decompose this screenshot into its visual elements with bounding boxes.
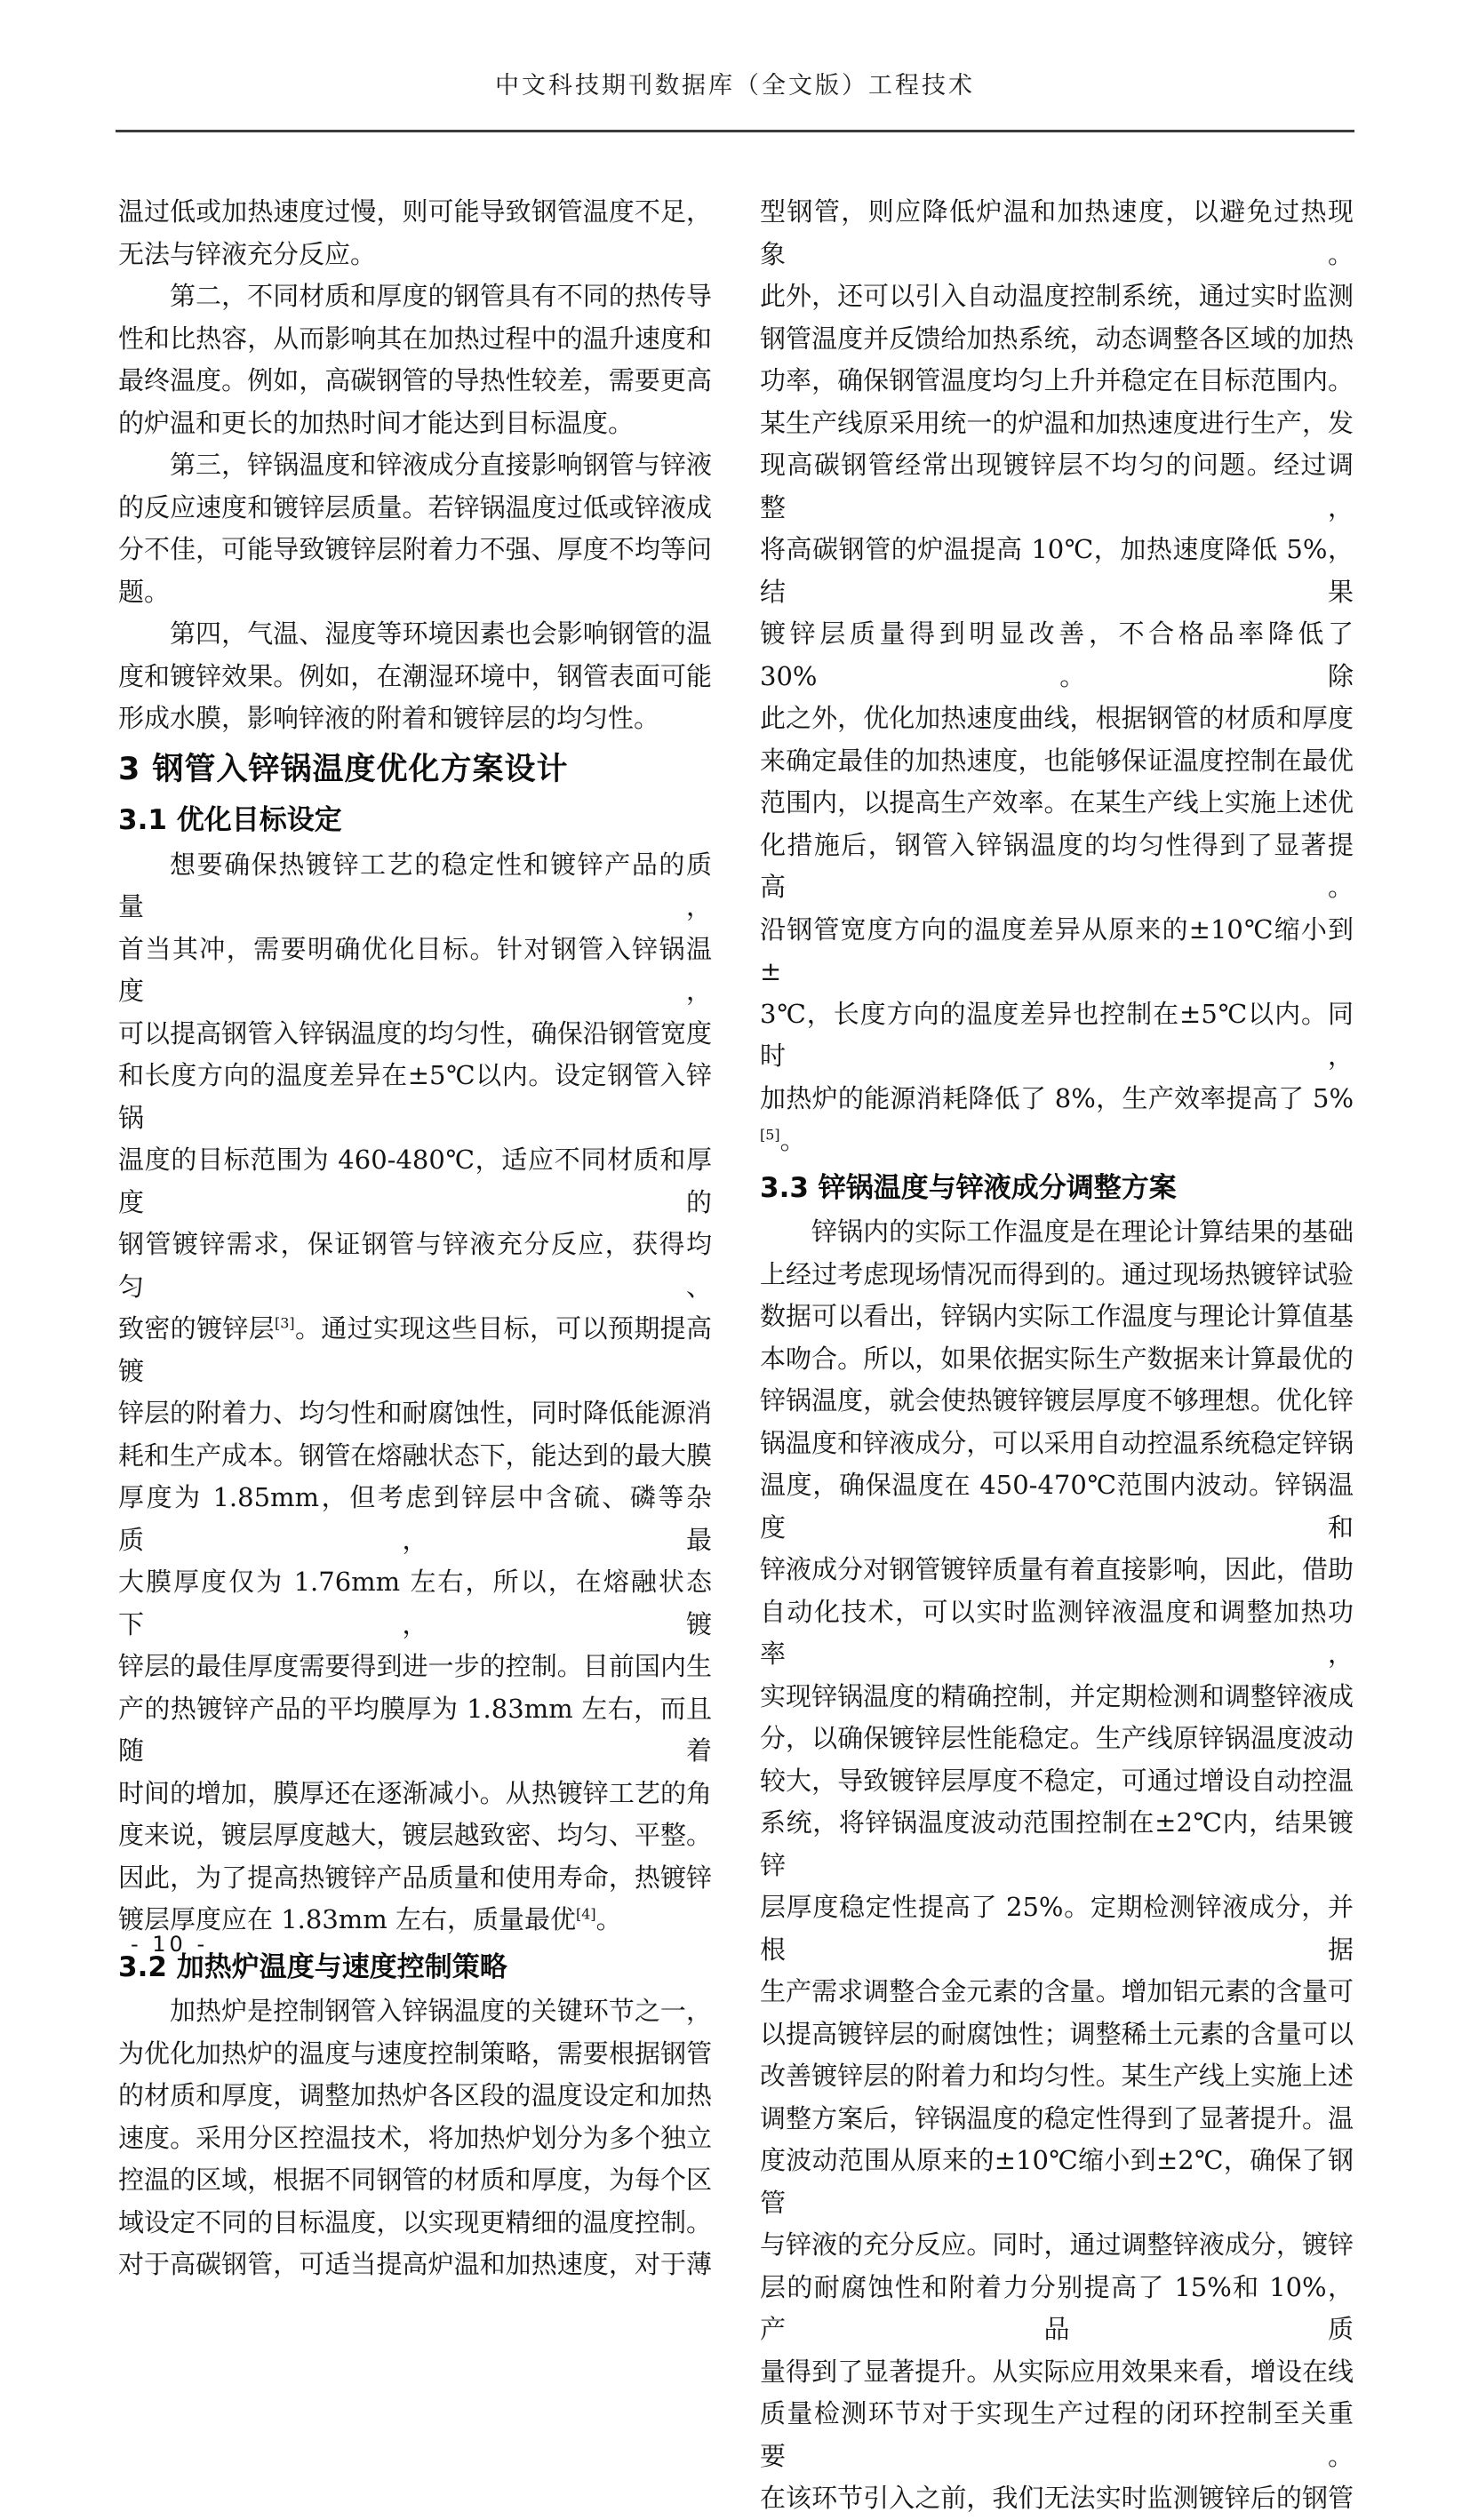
text-line: 钢管温度并反馈给加热系统，动态调整各区域的加热: [760, 323, 1354, 354]
text-line: 上经过考虑现场情况而得到的。通过现场热镀锌试验: [760, 1258, 1354, 1289]
text-line: 沿钢管宽度方向的温度差异从原来的±10℃缩小到±: [760, 913, 1354, 986]
section-heading: 3.3 锌锅温度与锌液成分调整方案: [760, 1171, 1177, 1204]
text-line: 耗和生产成本。钢管在熔融状态下，能达到的最大膜: [118, 1439, 712, 1471]
text-line: 第三，锌锅温度和锌液成分直接影响钢管与锌液: [170, 450, 712, 480]
text-line: 镀锌层质量得到明显改善，不合格品率降低了 30%。除: [760, 618, 1354, 691]
text-line: 温度，确保温度在 450-470℃范围内波动。锌锅温度和: [760, 1470, 1354, 1543]
text-line: 最终温度。例如，高碳钢管的导热性较差，需要更高: [118, 365, 712, 395]
text-line: 致密的镀锌层[3]。通过实现这些目标，可以预期提高镀: [118, 1313, 712, 1386]
text-line: 度波动范围从原来的±10℃缩小到±2℃，确保了钢管: [760, 2145, 1354, 2218]
text-line: 产的热镀锌产品的平均膜厚为 1.83mm 左右，而且随着: [118, 1693, 712, 1766]
text-line: 此外，还可以引入自动温度控制系统，通过实时监测: [760, 281, 1354, 311]
text-line: 题。: [118, 576, 171, 607]
text-line: 锌层的附着力、均匀性和耐腐蚀性，同时降低能源消: [118, 1398, 712, 1428]
text-line: 自动化技术，可以实时监测锌液温度和调整加热功率，: [760, 1596, 1354, 1669]
text-line: 时间的增加，膜厚还在逐渐减小。从热镀锌工艺的角: [118, 1777, 712, 1808]
text-line: 控温的区域，根据不同钢管的材质和厚度，为每个区: [118, 2165, 712, 2195]
text-line: 和长度方向的温度差异在±5℃以内。设定钢管入锌锅: [118, 1060, 712, 1133]
text-line: 厚度为 1.85mm，但考虑到锌层中含硫、磷等杂质，最: [118, 1482, 712, 1555]
page-header: [0, 66, 1470, 100]
text-line: 形成水膜，影响锌液的附着和镀锌层的均匀性。: [118, 703, 660, 733]
text-line: 生产需求调整合金元素的含量。增加铝元素的含量可: [760, 1976, 1354, 2006]
journal-header-title: 中文科技期刊数据库（全文版）工程技术: [495, 72, 975, 100]
text-line: 想要确保热镀锌工艺的稳定性和镀锌产品的质量，: [118, 849, 712, 921]
text-line: 层的耐腐蚀性和附着力分别提高了 15%和 10%，产品质: [760, 2271, 1354, 2344]
text-line: 性和比热容，从而影响其在加热过程中的温升速度和: [118, 323, 712, 354]
left-column: [118, 191, 712, 2286]
text-line: 分不佳，可能导致镀锌层附着力不强、厚度不均等问: [118, 534, 712, 564]
section-heading: 3.2 加热炉温度与速度控制策略: [118, 1950, 507, 1983]
text-line: 分，以确保镀锌层性能稳定。生产线原锌锅温度波动: [760, 1723, 1354, 1753]
text-line: 数据可以看出，锌锅内实际工作温度与理论计算值基: [760, 1301, 1354, 1331]
text-line: 改善镀锌层的附着力和均匀性。某生产线上实施上述: [760, 2061, 1354, 2091]
text-line: 第四，气温、湿度等环境因素也会影响钢管的温: [170, 618, 712, 649]
text-line: 现高碳钢管经常出现镀锌层不均匀的问题。经过调整，: [760, 450, 1354, 522]
text-line: 量得到了显著提升。从实际应用效果来看，增设在线: [760, 2356, 1354, 2387]
text-line: 锌锅温度，就会使热镀锌镀层厚度不够理想。优化锌: [760, 1385, 1354, 1416]
text-line: 实现锌锅温度的精确控制，并定期检测和调整锌液成: [760, 1680, 1354, 1711]
section-heading: 3.1 优化目标设定: [118, 804, 342, 836]
text-line: 加热炉是控制钢管入锌锅温度的关键环节之一，: [170, 1996, 712, 2026]
text-line: 在该环节引入之前，我们无法实时监测镀锌后的钢管: [760, 2483, 1354, 2513]
text-line: 第二，不同材质和厚度的钢管具有不同的热传导: [170, 281, 712, 311]
citation-marker: [4]: [576, 1905, 596, 1923]
right-column: [760, 191, 1354, 2520]
text-line: 钢管镀锌需求，保证钢管与锌液充分反应，获得均匀、: [118, 1229, 712, 1302]
text-line: 锅温度和锌液成分，可以采用自动控温系统稳定锌锅: [760, 1427, 1354, 1458]
text-line: 大膜厚度仅为 1.76mm 左右，所以，在熔融状态下，镀: [118, 1567, 712, 1639]
text-line: 的反应速度和镀锌层质量。若锌锅温度过低或锌液成: [118, 491, 712, 522]
text-line: 3℃，长度方向的温度差异也控制在±5℃以内。同时，: [760, 998, 1354, 1071]
page-number: - 10 -: [131, 1932, 209, 1957]
text-line: 加热炉的能源消耗降低了 8%，生产效率提高了 5%[5]。: [760, 1082, 1354, 1155]
citation-marker: [5]: [760, 1126, 780, 1144]
text-line: 功率，确保钢管温度均匀上升并稳定在目标范围内。: [760, 365, 1354, 395]
text-line: 温度的目标范围为 460-480℃，适应不同材质和厚度的: [118, 1144, 712, 1217]
text-line: 的炉温和更长的加热时间才能达到目标温度。: [118, 407, 635, 438]
text-line: 度和镀锌效果。例如，在潮湿环境中，钢管表面可能: [118, 660, 712, 691]
text-line: 锌液成分对钢管镀锌质量有着直接影响，因此，借助: [760, 1554, 1354, 1584]
text-line: 锌层的最佳厚度需要得到进一步的控制。目前国内生: [118, 1651, 712, 1681]
text-line: 可以提高钢管入锌锅温度的均匀性，确保沿钢管宽度: [118, 1017, 712, 1049]
text-line: 首当其冲，需要明确优化目标。针对钢管入锌锅温度，: [118, 933, 712, 1006]
header-divider-rule: [116, 130, 1354, 132]
text-line: 温过低或加热速度过慢，则可能导致钢管温度不足，: [118, 196, 712, 227]
text-line: 镀层厚度应在 1.83mm 左右，质量最优[4]。: [118, 1904, 622, 1934]
text-line: 为优化加热炉的温度与速度控制策略，需要根据钢管: [118, 2038, 712, 2069]
text-line: 因此，为了提高热镀锌产品质量和使用寿命，热镀锌: [118, 1862, 712, 1893]
text-line: 无法与锌液充分反应。: [118, 238, 377, 269]
text-line: 此之外，优化加热速度曲线，根据钢管的材质和厚度: [760, 703, 1354, 733]
text-line: 本吻合。所以，如果依据实际生产数据来计算最优的: [760, 1343, 1354, 1374]
text-line: 范围内，以提高生产效率。在某生产线上实施上述优: [760, 787, 1354, 817]
text-line: 速度。采用分区控温技术，将加热炉划分为多个独立: [118, 2122, 712, 2153]
text-line: 域设定不同的目标温度，以实现更精细的温度控制。: [118, 2206, 712, 2237]
text-line: 型钢管，则应降低炉温和加热速度，以避免过热现象。: [760, 196, 1354, 269]
text-line: 化措施后，钢管入锌锅温度的均匀性得到了显著提高。: [760, 829, 1354, 902]
text-line: 将高碳钢管的炉温提高 10℃，加热速度降低 5%，结果: [760, 534, 1354, 607]
section-heading: 3 钢管入锌锅温度优化方案设计: [118, 751, 569, 787]
text-line: 度来说，镀层厚度越大，镀层越致密、均匀、平整。: [118, 1820, 712, 1850]
text-line: 系统，将锌锅温度波动范围控制在±2℃内，结果镀锌: [760, 1807, 1354, 1880]
text-line: 来确定最佳的加热速度，也能够保证温度控制在最优: [760, 745, 1354, 776]
text-line: 较大，导致镀锌层厚度不稳定，可通过增设自动控温: [760, 1765, 1354, 1796]
text-line: 某生产线原采用统一的炉温和加热速度进行生产，发: [760, 407, 1354, 438]
text-line: 以提高镀锌层的耐腐蚀性；调整稀土元素的含量可以: [760, 2018, 1354, 2049]
citation-marker: [3]: [275, 1314, 295, 1332]
text-line: 调整方案后，锌锅温度的稳定性得到了显著提升。温: [760, 2102, 1354, 2133]
text-line: 锌锅内的实际工作温度是在理论计算结果的基础: [811, 1216, 1354, 1247]
text-line: 的材质和厚度，调整加热炉各区段的温度设定和加热: [118, 2080, 712, 2110]
text-line: 与锌液的充分反应。同时，通过调整锌液成分，镀锌: [760, 2229, 1354, 2260]
text-line: 对于高碳钢管，可适当提高炉温和加热速度，对于薄: [118, 2249, 712, 2279]
text-line: 层厚度稳定性提高了 25%。定期检测锌液成分，并根据: [760, 1892, 1354, 1965]
text-line: 质量检测环节对于实现生产过程的闭环控制至关重要。: [760, 2398, 1354, 2471]
